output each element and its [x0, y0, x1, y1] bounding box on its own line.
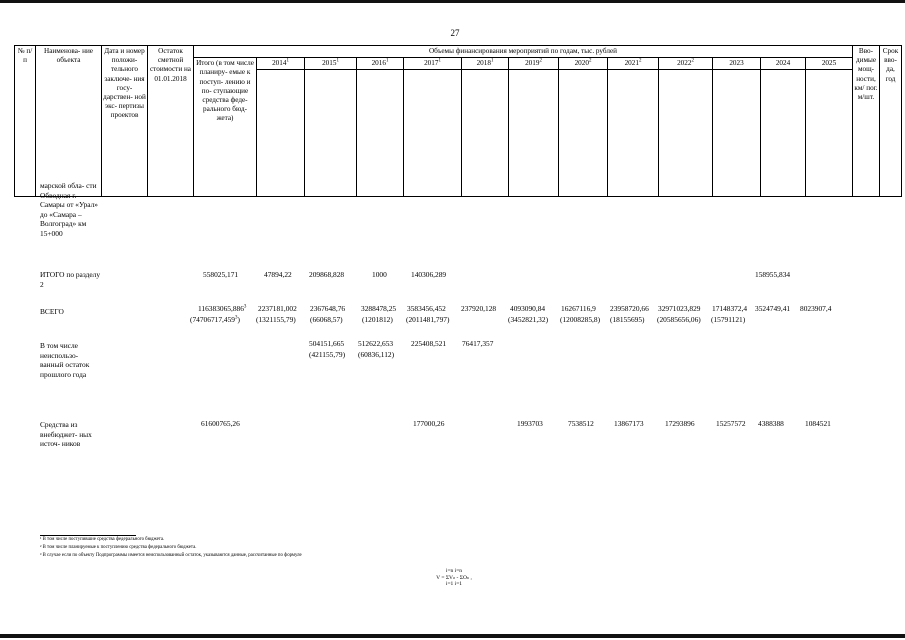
year-header: 2018$^1$	[462, 58, 509, 70]
object-name-continuation: марской обла- сти Обводная г. Самары от «Урал» до «Самара – Волгоград» км 15+000	[40, 181, 99, 238]
formula	[424, 568, 484, 588]
extra-2025: 1084521	[805, 419, 831, 428]
vsego-2022-federal: (20585656,06)	[657, 315, 701, 324]
extra-2017: 177000,26	[413, 419, 445, 428]
formula-main: V = ΣVₙ - ΣOₙ ,	[436, 574, 472, 581]
year-header: 2022$^2$	[659, 58, 713, 70]
col-balance-header: Остаток сметной стоимости на 01.01.2018	[148, 46, 194, 197]
extra-2021: 13867173	[614, 419, 644, 428]
financing-group-header: Объемы финансирования мероприятий по годам, тыс. рублей	[194, 46, 853, 58]
year-header: 2015$^1$	[305, 58, 357, 70]
col-name-header: Наименова- ние объекта	[36, 46, 102, 197]
itogo-2024: 158955,834	[755, 270, 791, 279]
vsego-2017-federal: (2011481,797)	[406, 315, 450, 324]
vsego-2020: 16267116,9	[561, 304, 596, 313]
itogo-2014: 47894,22	[264, 270, 292, 279]
itogo-2017: 140306,289	[411, 270, 447, 279]
vsego-2023-federal: (15791121)	[711, 315, 746, 324]
vsego-label: ВСЕГО	[40, 307, 64, 316]
vsego-2014-federal: (1321155,79)	[256, 315, 296, 324]
unused-2016: 512622,653	[358, 339, 394, 348]
col-total-header: Итого (в том числе планиру- емые к поступ- лению и по- ступающие средства феде- рального бюд- жета)	[194, 58, 257, 197]
unused-balance-label: В том числе неиспользо- ванный остаток прошлого года	[40, 341, 90, 379]
footnote-2: ² В том числе планируемые к поступлению средства федерального бюджета.	[40, 545, 197, 550]
itogo-2015: 209868,828	[309, 270, 345, 279]
extra-2022: 17293896	[665, 419, 695, 428]
vsego-2016-federal: (1201812)	[362, 315, 393, 324]
vsego-2015-federal: (66068,57)	[310, 315, 343, 324]
vsego-2019-federal: (3452821,32)	[508, 315, 549, 324]
vsego-2015: 2367648,76	[310, 304, 346, 313]
extra-2019: 1993703	[517, 419, 543, 428]
col-term-header: Срок вво- да, год	[880, 46, 902, 197]
extra-budget-label: Средства из внебюджет- ных источ- ников	[40, 420, 92, 449]
year-header: 2023	[713, 58, 761, 70]
vsego-2021: 23958720,66	[610, 304, 649, 313]
itogo-label: ИТОГО по разделу 2	[40, 270, 101, 289]
financing-table-header	[14, 45, 902, 197]
year-header: 2025	[806, 58, 853, 70]
vsego-2018: 237920,128	[461, 304, 497, 313]
extra-2024: 4388388	[758, 419, 784, 428]
year-header: 2021$^2$	[608, 58, 659, 70]
vsego-2024: 3524749,41	[755, 304, 791, 313]
vsego-2017: 3583456,452	[407, 304, 446, 313]
unused-2016-federal: (60836,112)	[358, 350, 395, 359]
vsego-2014: 2237181,002	[258, 304, 297, 313]
unused-2017: 225408,521	[411, 339, 447, 348]
vsego-2022: 32971023,829	[658, 304, 701, 313]
vsego-2023: 17148372,4	[712, 304, 748, 313]
footnote-1: ¹ В том числе поступившие средства федерального бюджета.	[40, 537, 165, 542]
itogo-2016: 1000	[372, 270, 387, 279]
unused-2015-federal: (421155,79)	[309, 350, 346, 359]
col-date-header: Дата и номер положи- тельного заключе- ния госу- дарствен- ной экс- пертизы проектов	[102, 46, 148, 197]
vsego-total: 116383065,886$^3$	[198, 304, 247, 313]
extra-2023: 15257572	[716, 419, 746, 428]
year-header: 2020$^2$	[559, 58, 608, 70]
extra-total: 61600765,26	[201, 419, 240, 428]
unused-2018: 76417,357	[462, 339, 494, 348]
vsego-2020-federal: (12008285,8)	[560, 315, 601, 324]
footnote-divider	[40, 535, 136, 536]
year-header: 2017$^1$	[404, 58, 462, 70]
year-header: 2019$^2$	[509, 58, 559, 70]
unused-2015: 504151,665	[309, 339, 345, 348]
year-header: 2016$^1$	[357, 58, 404, 70]
vsego-2025: 8023907,4	[800, 304, 832, 313]
vsego-2016: 3288478,25	[361, 304, 397, 313]
formula-upper-limits: i=n i=n	[445, 568, 463, 574]
bottom-border	[0, 634, 905, 638]
formula-lower-limits: i=1 i=1	[445, 581, 463, 587]
vsego-total-federal: (74706717,459$^3$)	[190, 315, 240, 324]
col-capacity-header: Вво- димые мощ- ности, км/ пог. м/шт.	[853, 46, 880, 197]
col-number-header: № п/п	[15, 46, 36, 197]
itogo-total: 558025,171	[203, 270, 239, 279]
extra-2020: 7538512	[568, 419, 594, 428]
vsego-2019: 4093090,84	[510, 304, 546, 313]
footnote-3: ³ В случае если по объекту Подпрограммы имеется неиспользованный остаток, указываются данные, рассчитанные по формуле	[40, 553, 302, 558]
page-number: 27	[450, 28, 460, 38]
year-header: 2014$^1$	[257, 58, 305, 70]
year-header: 2024	[761, 58, 806, 70]
vsego-2021-federal: (18155695)	[610, 315, 645, 324]
top-border	[0, 0, 905, 3]
